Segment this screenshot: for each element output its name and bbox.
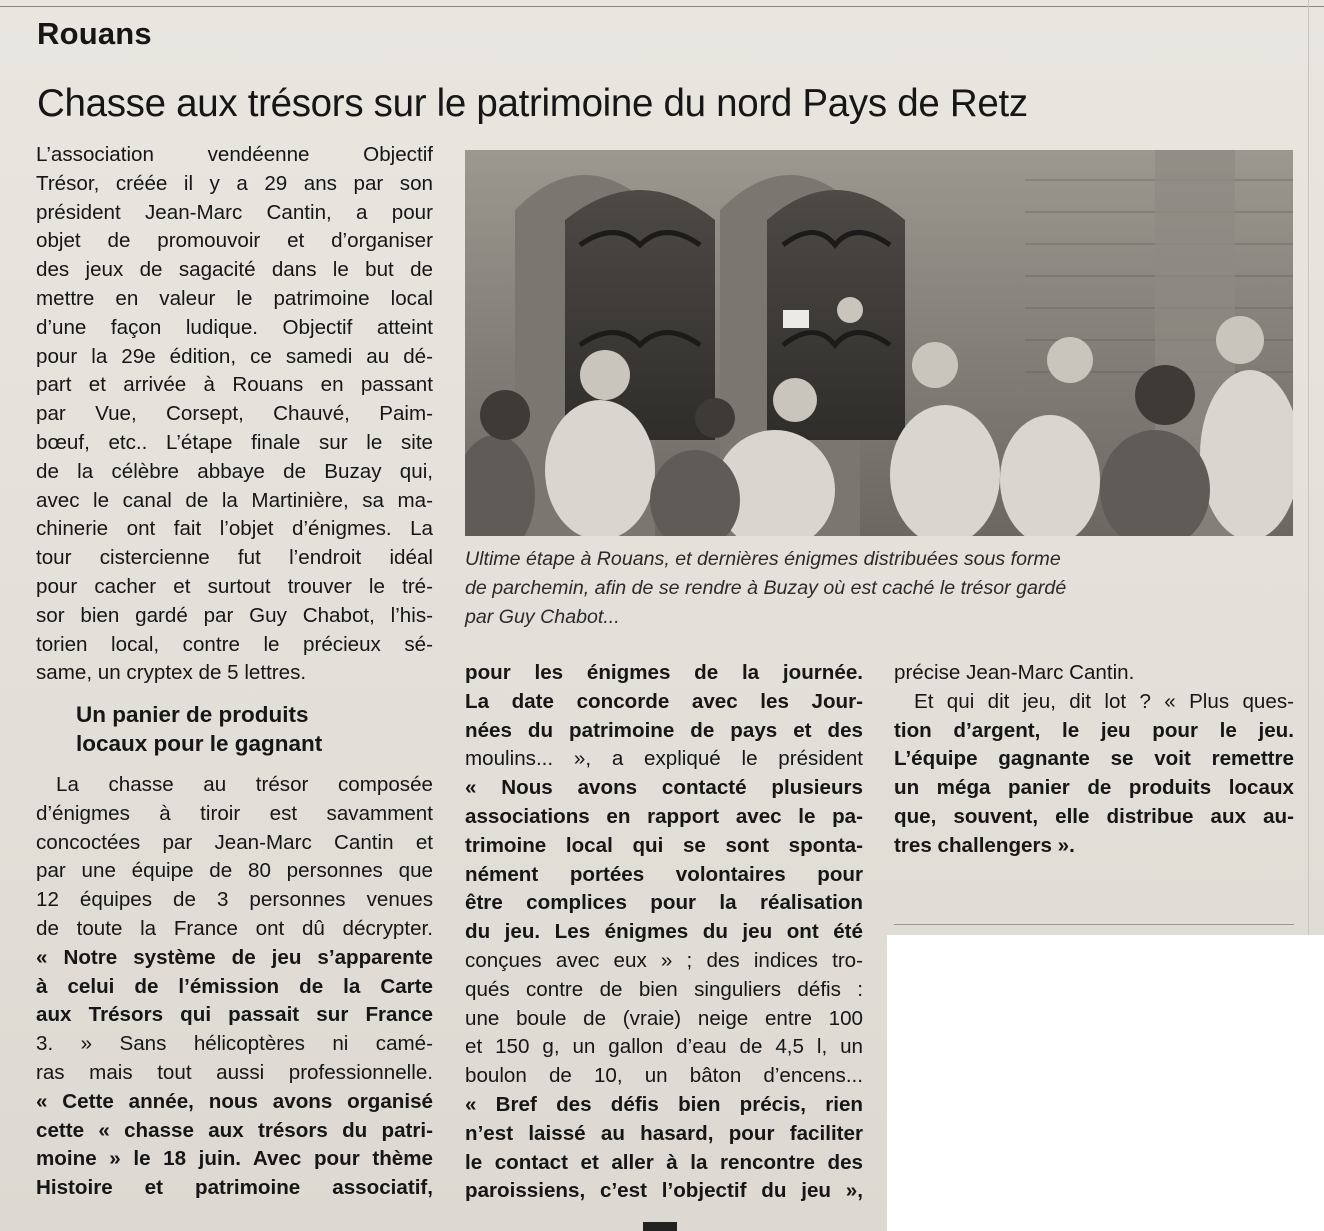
body-column-3 [894, 659, 1294, 861]
text-line: paroissiens, c’est l’objectif du jeu », [465, 1179, 863, 1203]
text-line: qués contre de bien singuliers défis : [465, 977, 863, 1001]
text-line: de toute la France ont dû décrypter. [36, 916, 433, 940]
body-column-2 [465, 659, 863, 1206]
text-line: L’association vendéenne Objectif [36, 143, 433, 166]
text-line: du jeu. Les énigmes du jeu ont été [465, 920, 863, 944]
text-line: trimoine local qui se sont sponta- [465, 833, 863, 857]
text-line: et 150 g, un gallon d’eau de 4,5 l, un [465, 1035, 863, 1059]
text-line: concoctées par Jean-Marc Cantin et [36, 830, 433, 854]
text-line: tour cistercienne fut l’endroit idéal [36, 546, 433, 570]
section-subheading [76, 700, 406, 758]
text-line: 3. » Sans hélicoptères ni camé- [36, 1032, 433, 1056]
text-line: par une équipe de 80 personnes que [36, 859, 433, 883]
article-headline: Chasse aux trésors sur le patrimoine du nord Pays de Retz [37, 82, 1028, 125]
text-line: « Bref des défis bien précis, rien [465, 1092, 863, 1116]
text-line: pour cacher et surtout trouver le tré- [36, 574, 433, 598]
text-line: cette « chasse aux trésors du patri- [36, 1118, 433, 1142]
text-line: bœuf, etc.. L’étape finale sur le site [36, 430, 433, 454]
text-line: nément portées volontaires pour [465, 862, 863, 886]
text-line: une boule de (vraie) neige entre 100 [465, 1006, 863, 1030]
text-line: avec le canal de la Martinière, sa ma- [36, 488, 433, 512]
article-photo [465, 150, 1293, 536]
kicker-town: Rouans [37, 16, 152, 51]
text-line: tres challengers ». [894, 833, 1075, 857]
text-line: objet de promouvoir et d’organiser [36, 229, 433, 253]
subheading-line: Un panier de produits [76, 702, 309, 727]
text-line: sor bien gardé par Guy Chabot, l’his- [36, 603, 433, 627]
text-line: des jeux de sagacité dans le but de [36, 258, 433, 282]
text-line: Histoire et patrimoine associatif, [36, 1176, 433, 1200]
text-line: « Cette année, nous avons organisé [36, 1089, 433, 1113]
text-line: président Jean-Marc Cantin, a pour [36, 200, 433, 224]
text-line: être complices pour la réalisation [465, 891, 863, 915]
text-line: que, souvent, elle distribue aux au- [894, 804, 1294, 828]
text-line: aux Trésors qui passait sur France [36, 1003, 433, 1027]
text-line: L’équipe gagnante se voit remettre [894, 747, 1294, 771]
intro-column [36, 141, 433, 688]
text-line: conçues avec eux » ; des indices tro- [465, 948, 863, 972]
text-line: « Nous avons contacté plusieurs [465, 776, 863, 800]
text-line: La date concorde avec les Jour- [465, 689, 863, 713]
text-line: d’une façon ludique. Objectif atteint [36, 315, 433, 339]
text-line: Trésor, créée il y a 29 ans par son [36, 171, 433, 195]
text-line: boulon de 10, un bâton d’encens... [465, 1064, 863, 1088]
church-door-photo [465, 150, 1293, 536]
top-rule [0, 6, 1324, 7]
text-line: ras mais tout aussi professionnelle. [36, 1060, 433, 1084]
text-line: La chasse au trésor composée [56, 773, 433, 796]
text-line: n’est laissé au hasard, pour faciliter [465, 1121, 863, 1145]
text-line: chinerie ont fait l’objet d’énigmes. La [36, 517, 433, 541]
body-column-1 [36, 771, 433, 1203]
text-line: 12 équipes de 3 personnes venues [36, 888, 433, 912]
text-line: « Notre système de jeu s’apparente [36, 945, 433, 969]
text-line: Et qui dit jeu, dit lot ? « Plus ques- [914, 689, 1294, 713]
text-line: par Vue, Corsept, Chauvé, Paim- [36, 402, 433, 426]
text-line: précise Jean-Marc Cantin. [894, 661, 1135, 684]
text-line: de la célèbre abbaye de Buzay qui, [36, 459, 433, 483]
article-end-rule [894, 924, 1294, 925]
text-line: part et arrivée à Rouans en passant [36, 373, 433, 397]
text-line: tion d’argent, le jeu pour le jeu. [894, 718, 1294, 742]
photo-caption [465, 545, 1205, 632]
text-line: torien local, contre le précieux sé- [36, 632, 433, 656]
text-line: mettre en valeur le patrimoine local [36, 286, 433, 310]
text-line: moulins... », a expliqué le président [465, 747, 863, 771]
text-line: le contact et aller à la rencontre des [465, 1150, 863, 1174]
text-line: pour la 29e édition, ce samedi au dé- [36, 344, 433, 368]
subheading-line: locaux pour le gagnant [76, 731, 323, 756]
text-line: nées du patrimoine de pays et des [465, 718, 863, 742]
caption-line: Ultime étape à Rouans, et dernières énigmes distribuées sous forme [465, 548, 1061, 570]
text-line: d’énigmes à tiroir est savamment [36, 801, 433, 825]
column-rule [1308, 0, 1309, 935]
page-footer-mark [643, 1222, 677, 1231]
caption-line: de parchemin, afin de se rendre à Buzay où est caché le trésor gardé [465, 577, 1067, 599]
text-line: un méga panier de produits locaux [894, 776, 1294, 800]
text-line: associations en rapport avec le pa- [465, 804, 863, 828]
caption-line: par Guy Chabot... [465, 606, 620, 628]
blank-area [887, 935, 1324, 1231]
text-line: moine » le 18 juin. Avec pour thème [36, 1147, 433, 1171]
text-line: à celui de l’émission de la Carte [36, 974, 433, 998]
text-line: pour les énigmes de la journée. [465, 661, 863, 684]
text-line: same, un cryptex de 5 lettres. [36, 661, 307, 685]
